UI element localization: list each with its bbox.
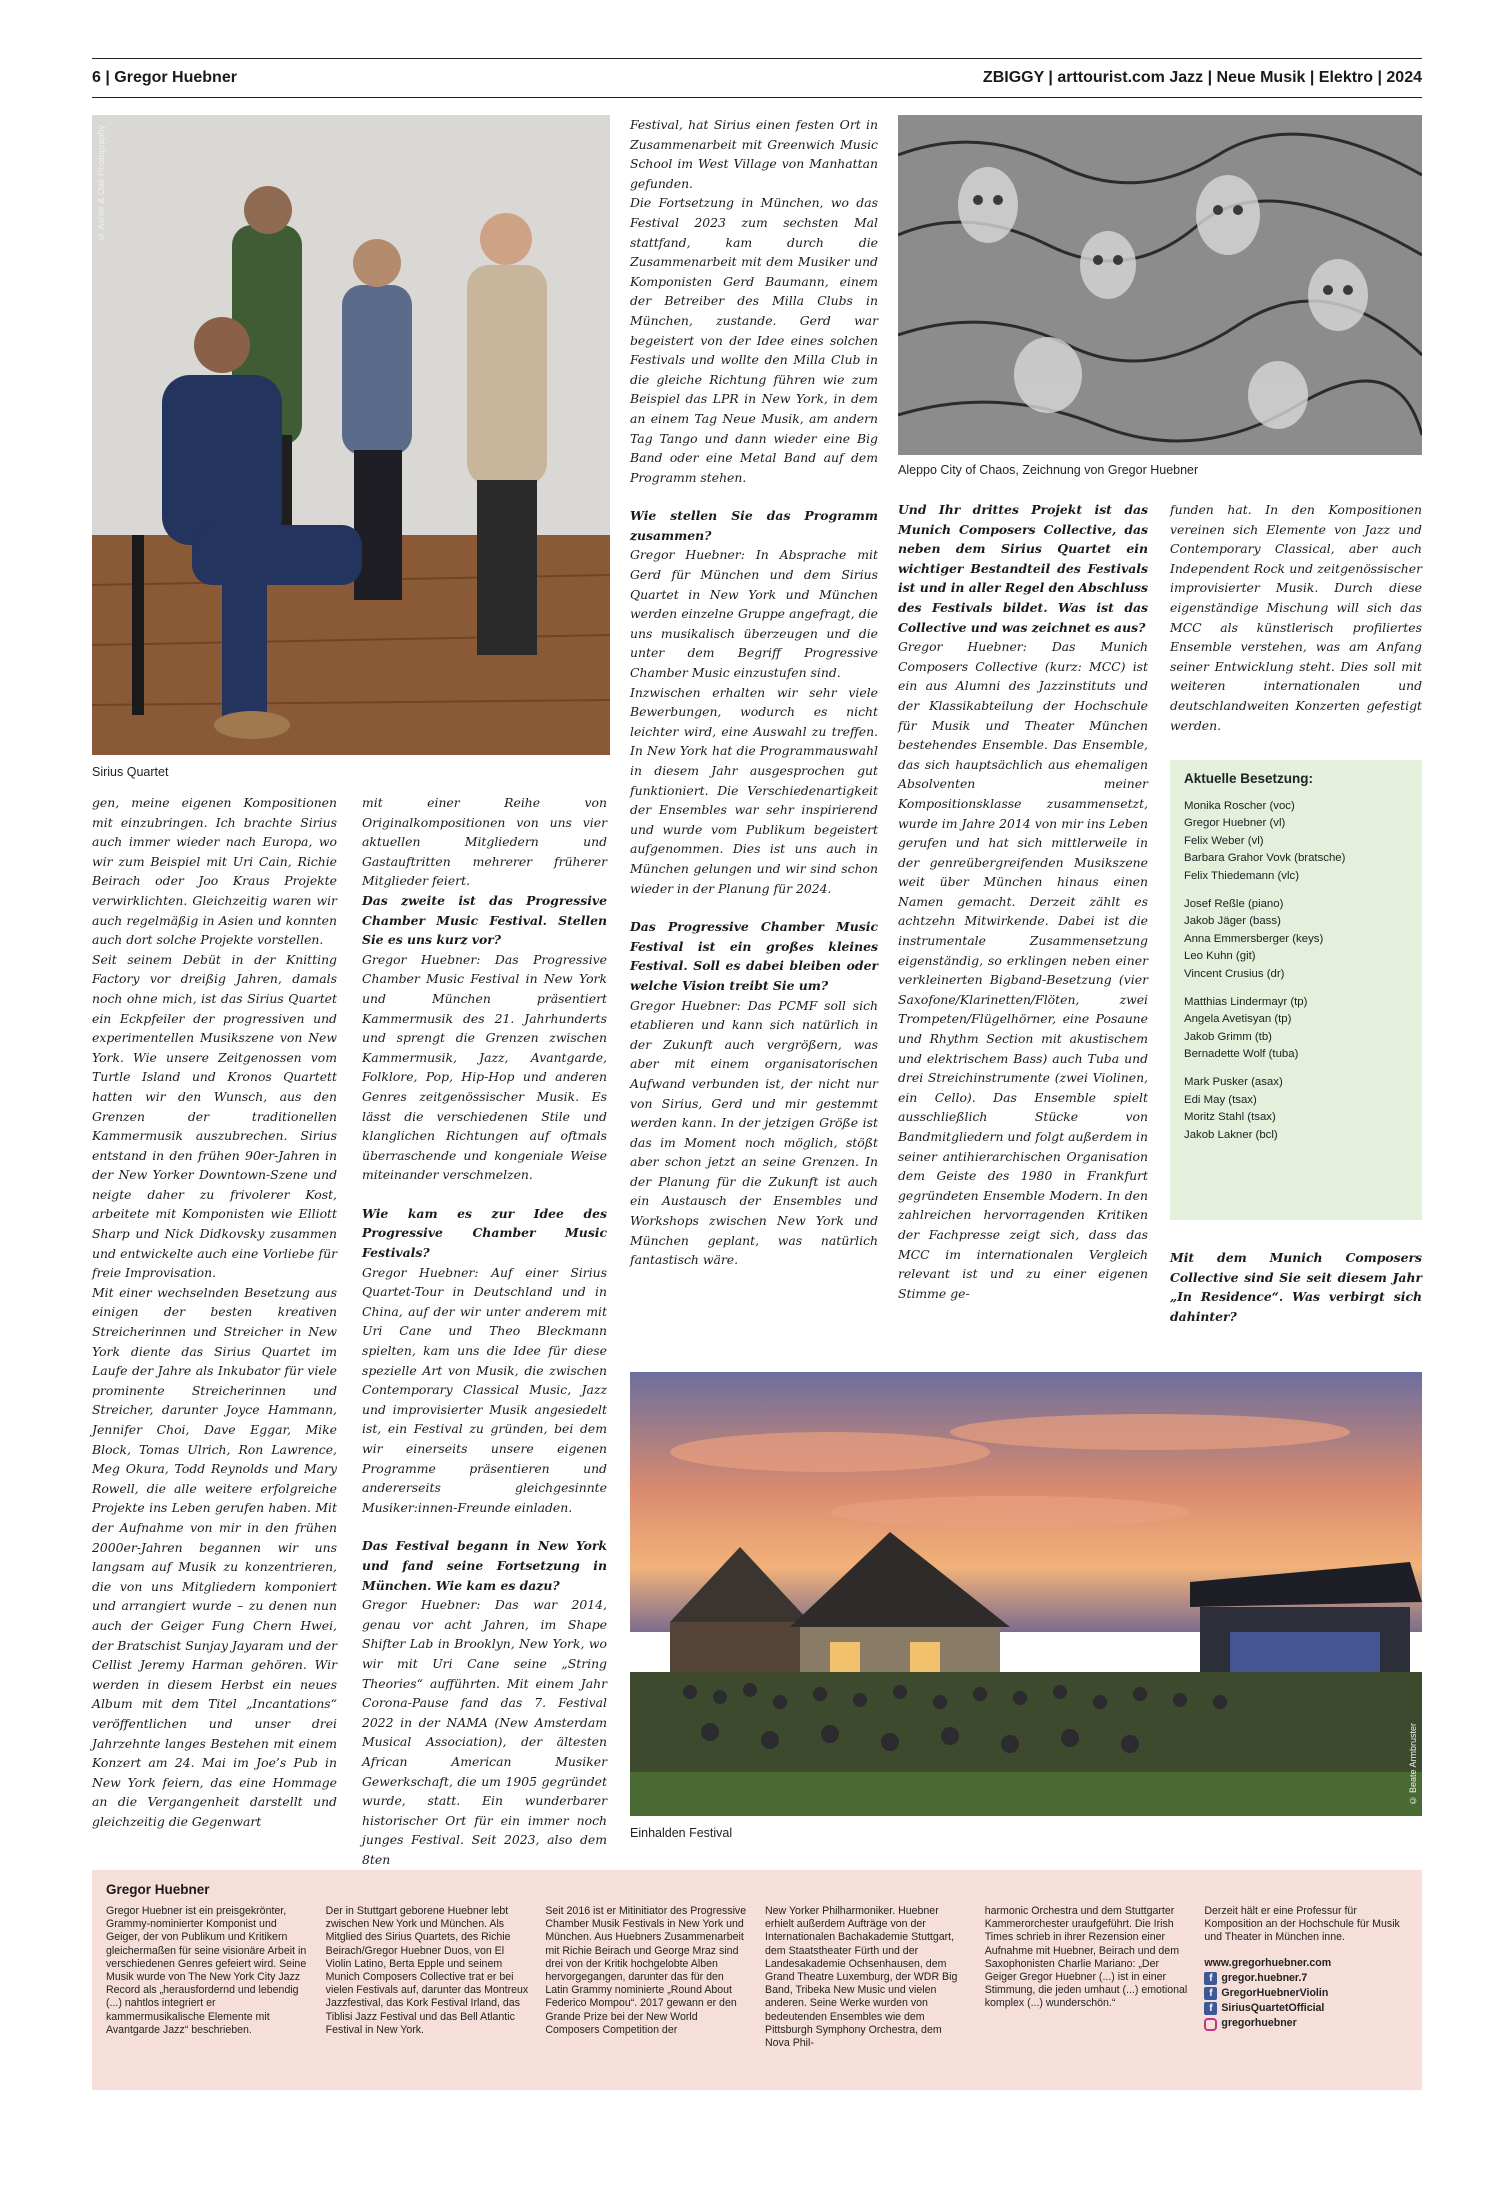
text-column-e-question: [1170, 1248, 1422, 1326]
photo1-caption: Sirius Quartet: [92, 765, 169, 779]
text-column-c: [630, 115, 878, 1270]
paragraph: Die Fortsetzung in München, wo das Festival 2023 zum sechsten Mal stattfand, kam durch die Zusammenarbeit mit dem Musiker und Komponisten Gerd Baumann, einem der Betreiber des Milla Clubs in München, zustande. Gerd war begeistert von der Idee eines solchen Festivals und wollte den Milla Club in die gleiche Richtung führen wie zum Beispiel das LPR in New York, in dem an einem Tag Neue Musik, am andern Tag Tango und dann wieder eine Big Band oder eine Metal Band auf dem Programm stehen.: [630, 195, 878, 485]
lineup-group: [1184, 994, 1408, 1064]
lineup-member: Jakob Jäger (bass): [1184, 915, 1281, 928]
lineup-member: Angela Avetisyan (tp): [1184, 1013, 1292, 1026]
interview-question: Das Festival begann in New York und fand seine Fortsetzung in München. Wie kam es dazu?: [362, 1538, 607, 1593]
facebook-icon: f: [1204, 2002, 1217, 2015]
lineup-member: Josef Reßle (piano): [1184, 897, 1284, 910]
paragraph: Gregor Huebner: Auf einer Sirius Quartet-Tour in Deutschland und in China, auf der wir unter anderem mit Uri Cane und Theo Bleckmann spielten, kam uns die Idee für diese spezielle Art von Musik, die zwischen Contemporary Classical Music, Jazz und improvisierter Musik angesiedelt ist, ein Festival zu gründen, bei dem wir einerseits unsere eigenen Programme präsentieren und andererseits gleichgesinnte Musiker:innen-Freunde einladen.: [362, 1264, 607, 1515]
lineup-group: [1184, 1074, 1408, 1144]
lineup-member: Mark Pusker (asax): [1184, 1075, 1283, 1088]
paragraph: Gregor Huebner: Das PCMF soll sich etablieren und kann sich natürlich in der Zukunft auch vergrößern, was aber mit einem organisatorischen Aufwand verbunden ist, der nicht nur von Sirius, Gerd und mir gestemmt werden kann. In der jetzigen Größe ist das im Moment noch möglich, stößt aber schon jetzt an seine Grenzen. In der Planung für die Zukunft ist auch ein Austausch der Ensembles und Workshops zwischen New York und München geplant, was natürlich fantastisch wäre.: [630, 997, 878, 1268]
lineup-member: Anna Emmersberger (keys): [1184, 932, 1324, 945]
lineup-member: Jakob Lakner (bcl): [1184, 1128, 1278, 1141]
bio-column: Gregor Huebner ist ein preisgekrönter, Grammy-nominierter Komponist und Geiger, der von Publikum und Kritikern gleichermaßen für seine visionäre Arbeit in verschiedenen Genres gefeiert wird. Seine Musik wurde von The New York City Jazz Record als „herausfordernd und lebendig (...) nahtlos integriert er kammermusikalische Elemente mit Avantgarde Jazz“ beschrieben.: [106, 1905, 307, 2036]
bio-column: Seit 2016 ist er Mitinitiator des Progressive Chamber Musik Festivals in New York und München. Aus Huebners Zusammenarbeit mit Richie Beirach und George Mraz sind drei von der Kritik hochgelobte Alben hervorgegangen, darunter das für den Latin Grammy nominierte „Round About Federico Mompou“. 2017 gewann er den Grande Prize bei der New World Composers Competition der: [545, 1905, 747, 2036]
facebook-link[interactable]: f GregorHuebnerViolin: [1204, 1987, 1408, 2000]
lineup-title: Aktuelle Besetzung:: [1184, 771, 1314, 786]
paragraph: funden hat. In den Kompositionen vereinen sich Elemente von Jazz und Contemporary Classical, aber auch Independent Rock und zeitgenössischer improvisierter Musik. Durch diese eigenständige Mischung will sich das MCC als künstlerisch profiliertes Ensemble verstehen, was am Anfang seiner Entwicklung steht. Dies soll mit weiteren internationalen und deutschlandweiten Konzerten gefestigt werden.: [1170, 502, 1422, 733]
text-column-b: [362, 793, 607, 1869]
paragraph: Mit einer wechselnden Besetzung aus einigen der besten kreativen Streicherinnen und Streicher in New York diente das Sirius Quartet im Laufe der Jahre als Inkubator für viele prominente Streicherinnen und Streicher, darunter Joyce Hammann, Jennifer Choi, Dave Eggar, Mike Block, Tomas Ulrich, Ron Lawrence, Meg Okura, Todd Reynolds und Mary Rowell, die alle weitere erfolgreiche Projekte ins Leben gerufen haben. Mit der Aufnahme von mir in den frühen 2000er-Jahren begannen wir uns langsam auf Musik zu konzentrieren, die von uns Mitgliedern komponiert und arrangiert wurde – zu denen nun auch der Geiger Fung Chern Hwei, der Bratschist Sunjay Jayaram und der Cellist Jeremy Harman gehören. Wir werden in diesem Herbst ein neues Album mit dem Titel „Incantations“ veröffentlichen und unser drei Jahrzehnte langes Bestehen mit einem Konzert am 24. Mai im Joe’s Pub in New York feiern, das eine Hommage an die Vergangenheit darstellt und gleichzeitig die Gegenwart: [92, 1284, 337, 1829]
lineup-member: Matthias Lindermayr (tp): [1184, 995, 1308, 1008]
bio-column: Der in Stuttgart geborene Huebner lebt zwischen New York und München. Als Mitglied des Sirius Quartets, des Richie Beirach/Gregor Huebner Duos, von El Violin Latino, Berta Epple und seinem Munich Composers Collective trat er bei vielen Festivals auf, darunter das Montreux Jazzfestival, das Kork Festival Irland, das Tiblisi Jazz Festival und das Bell Atlantic Festival in New York.: [325, 1905, 529, 2036]
interview-question: Das Progressive Chamber Music Festival ist ein großes kleines Festival. Soll es dabei bleiben oder welche Vision treibt Sie um?: [630, 919, 878, 993]
einhalden-festival-photo: [630, 1372, 1422, 1816]
website-link[interactable]: www.gregorhuebner.com: [1204, 1956, 1332, 1969]
lineup-member: Felix Thiedemann (vlc): [1184, 869, 1300, 882]
paragraph: Gregor Huebner: Das Munich Composers Collective (kurz: MCC) ist ein aus Alumni des Jazzinstituts und der Klassikabteilung der Hochschule für Musik und Theater München bestehendes Ensemble. Das Ensemble, das sich hauptsächlich aus ehemaligen Absolventen meiner Kompositionsklasse zusammensetzt, wurde im Jahre 2014 von mir ins Leben gerufen und hat sich mittlerweile in der genreübergreifenden Musikszene weit über München hinaus einen Namen gemacht. Derzeit zählt es achtzehn Mitwirkende. Dabei ist die instrumentale Zusammensetzung eigenständig, so erklingen neben einer verkleinerten Bigband-Besetzung (vier Saxofone/Klarinetten/Flöten, zwei Trompeten/Flügelhörner, eine Posaune und Rhythm Section mit akustischem und elektrischem Bass) auch Tuba und drei Streichinstrumente (zwei Violinen, ein Cello). Das Ensemble spielt ausschließlich Stücke von Bandmitgliedern und folgt außerdem in seiner antihierarchischen Organisation dem Geiste des 1980 in Frankfurt gegründeten Ensemble Modern. In den zahlreichen hervorragenden Kritiken der Fachpresse zeigt sich, dass das MCC im internationalen Vergleich relevant ist und zu einer eigenen Stimme ge-: [898, 639, 1148, 1301]
lineup-group: [1184, 896, 1408, 984]
lineup-member: Barbara Grahor Vovk (bratsche): [1184, 852, 1346, 865]
bio-text: Derzeit hält er eine Professur für Komposition an der Hochschule für Musik und Theater in München inne.: [1204, 1905, 1400, 1944]
paragraph: Gregor Huebner: In Absprache mit Gerd für München und dem Sirius Quartet in New York und München werden einzelne Gruppe angefragt, die uns musikalisch überzeugen und die unter dem Begriff Progressive Chamber Music einzustufen sind.: [630, 547, 878, 681]
photo1-credit: © Asher & Oak Photography: [96, 125, 106, 242]
bio-column: harmonic Orchestra und dem Stuttgarter Kammerorchester uraufgeführt. Die Irish Times schrieb in ihrer Rezension einer Aufnahme mit Huebner, Beirach und dem Saxophonisten Charlie Mariano: „Der Geiger Gregor Huebner (...) ist in einer Stimmung, die jeden umhaut (...) emotional komplex (...) wunderschön.“: [984, 1905, 1188, 2010]
lineup-member: Leo Kuhn (git): [1184, 950, 1256, 963]
text-column-e: [1170, 500, 1422, 735]
interview-question: Das zweite ist das Progressive Chamber Music Festival. Stellen Sie es uns kurz vor?: [362, 892, 607, 948]
photo3-caption: Einhalden Festival: [630, 1826, 733, 1840]
interview-question: Mit dem Munich Composers Collective sind Sie seit diesem Jahr „In Residence“. Was verbirgt sich dahinter?: [1170, 1250, 1422, 1324]
lineup-member: Moritz Stahl (tsax): [1184, 1111, 1276, 1124]
paragraph: Festival, hat Sirius einen festen Ort in Zusammenarbeit mit Greenwich Music School im West Village von Manhattan gefunden.: [630, 117, 878, 191]
paragraph: gen, meine eigenen Kompositionen mit einzubringen. Ich brachte Sirius auch immer wieder nach Europa, wo wir zum Beispiel mit Uri Cain, Richie Beirach oder Joo Kraus Projekte verwirklichten. Gleichzeitig waren wir auch regelmäßig in Asien und konnten auch dort solche Projekte vorstellen.: [92, 795, 337, 948]
facebook-link[interactable]: f SiriusQuartetOfficial: [1204, 2002, 1408, 2015]
lineup-member: Monika Roscher (voc): [1184, 799, 1295, 812]
lineup-member: Vincent Crusius (dr): [1184, 967, 1285, 980]
bio-column: New Yorker Philharmoniker. Huebner erhielt außerdem Aufträge von der Internationalen Bachakademie Stuttgart, dem Staatstheater Fürth und der Landesakademie Ochsenhausen, dem Grand Theatre Luxemburg, der WDR Big Band, Tribeka New Music und vielen anderen. Seine Werke wurden von bedeutenden Ensembles wie dem Pittsburgh Symphony Orchestra, dem Nova Phil-: [765, 1905, 958, 2050]
interview-question: Wie stellen Sie das Programm zusammen?: [630, 508, 878, 543]
lineup-member: Edi May (tsax): [1184, 1093, 1257, 1106]
aleppo-drawing-photo: [898, 115, 1422, 455]
paragraph: Gregor Huebner: Das war 2014, genau vor acht Jahren, im Shape Shifter Lab in Brooklyn, New York, wo wir mit Uri Cane seine „String Theories“ aufführten. Mit einem Jahr Corona-Pause fand das 7. Festival 2022 in der NAMA (New Amsterdam Musical Association), der ältesten African American Musiker Gewerkschaft, die um 1905 gegründet wurde, statt. Ein wunderbarer historischer Ort für ein immer noch junges Festival. Seit 2023, also dem 8ten: [362, 1597, 607, 1867]
sirius-quartet-photo: [92, 115, 610, 755]
bio-box: [92, 1870, 1422, 2090]
lineup-group: [1184, 798, 1408, 886]
lineup-member: Felix Weber (vl): [1184, 834, 1264, 847]
header-left: 6 | Gregor Huebner: [92, 69, 237, 86]
lineup-box: [1170, 760, 1422, 1220]
facebook-icon: f: [1204, 1987, 1217, 2000]
photo2-caption: Aleppo City of Chaos, Zeichnung von Gregor Huebner: [898, 463, 1199, 477]
interview-question: Und Ihr drittes Projekt ist das Munich Composers Collective, das neben dem Sirius Quartet ein wichtiger Bestandteil des Festivals ist und in aller Regel den Abschluss des Festivals bildet. Was ist das Collective und was zeichnet es aus?: [898, 502, 1149, 635]
paragraph: Seit seinem Debüt in der Knitting Factory vor dreißig Jahren, damals noch ohne mich, ist das Sirius Quartet ein Eckpfeiler der progressiven und experimentellen Musikszene von New York. Wie unsere Zeitgenossen vom Turtle Island und Kronos Quartett hatten wir den Wunsch, aus den Grenzen der traditionellen Kammermusik auszubrechen. Sirius entstand in den frühen 90er-Jahren in der New Yorker Downtown-Szene und neigte daher zu frivolerer Kost, arbeitete mit Komponisten wie Elliott Sharp und Nick Didkovsky zusammen und entwickelte auch eine Vorliebe für freie Improvisation.: [92, 951, 337, 1281]
page-header: [92, 58, 1422, 98]
photo3-credit: © Beate Armbruster: [1408, 1723, 1418, 1806]
header-right: ZBIGGY | arttourist.com Jazz | Neue Musik | Elektro | 2024: [982, 69, 1422, 86]
interview-question: Wie kam es zur Idee des Progressive Chamber Music Festivals?: [362, 1205, 607, 1261]
lineup-member: Gregor Huebner (vl): [1184, 817, 1286, 830]
lineup-member: Jakob Grimm (tb): [1184, 1030, 1272, 1043]
instagram-icon: [1204, 2018, 1217, 2031]
bio-links-column: [1204, 1905, 1408, 2050]
text-column-a: [92, 793, 337, 1831]
lineup-member: Bernadette Wolf (tuba): [1184, 1048, 1299, 1061]
instagram-link[interactable]: gregorhuebner: [1204, 2017, 1408, 2030]
paragraph: mit einer Reihe von Originalkompositionen von uns vier aktuellen Mitgliedern und Gastauftritten mehrerer früherer Mitglieder feiert.: [362, 795, 607, 889]
facebook-link[interactable]: f gregor.huebner.7: [1204, 1972, 1408, 1985]
text-column-d: [898, 500, 1148, 1303]
paragraph: Gregor Huebner: Das Progressive Chamber Music Festival in New York und München präsentiert Kammermusik des 21. Jahrhunderts und sprengt die Grenzen zwischen Kammermusik, Jazz, Avantgarde, Folklore, Pop, Hip-Hop und anderen Genres zeitgenössischer Musik. Es lässt die verschiedenen Stile und klanglichen Richtungen auf oftmals überraschende und kongeniale Weise miteinander verschmelzen.: [362, 951, 607, 1183]
facebook-icon: f: [1204, 1972, 1217, 1985]
bio-title: Gregor Huebner: [106, 1882, 210, 1897]
paragraph: Inzwischen erhalten wir sehr viele Bewerbungen, wodurch es nicht leichter wird, eine Auswahl zu treffen. In New York hat die Programmauswahl in diesem Jahr ausgesprochen gut funktioniert. Die Verschiedenartigkeit der Ensembles war sehr inspirierend und wurde vom Publikum begeistert aufgenommen. Dies ist uns auch in München gelungen und wir sind schon wieder in der Planung für 2024.: [630, 684, 878, 896]
